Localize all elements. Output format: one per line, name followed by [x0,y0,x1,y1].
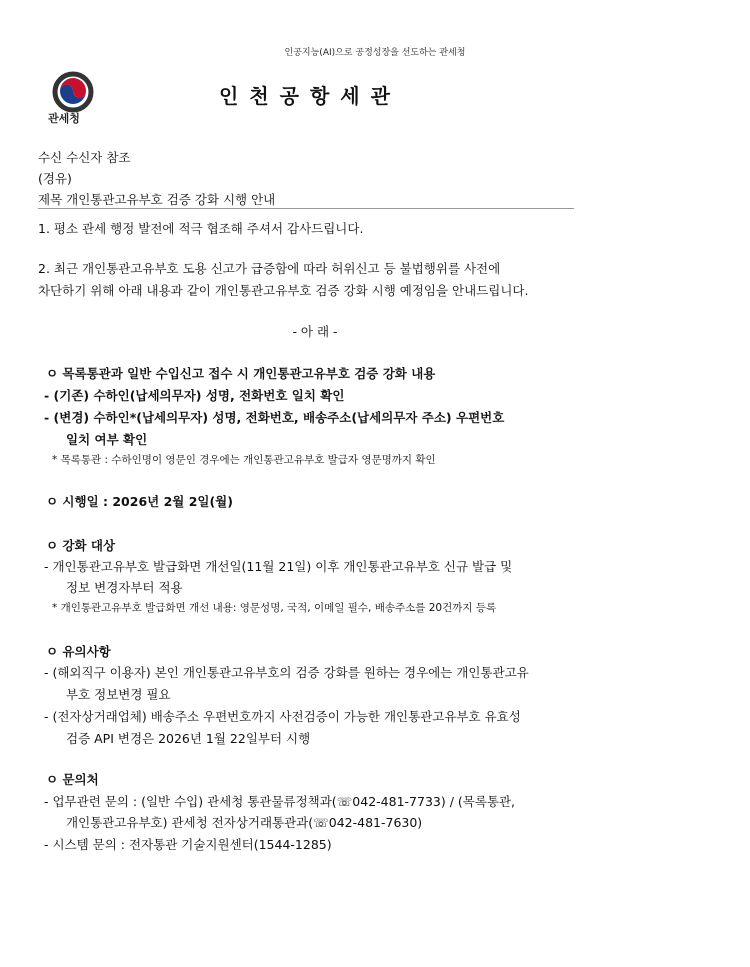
section-1-note: * 목록통관 : 수하인명이 영문인 경우에는 개인통관고유부호 발급자 영문명까지 확인 [52,454,436,466]
section-5-item-1-line-2: 개인통관고유부호) 관세청 전자상거래통관과(☏042-481-7630) [66,815,423,830]
slogan: 인공지능(AI)으로 공정성장을 선도하는 관세청 [284,48,466,58]
divider [38,208,574,209]
paragraph-1: 1. 평소 관세 행정 발전에 적극 협조해 주셔서 감사드립니다. [38,221,364,236]
logo-text: 관세청 [48,112,80,125]
section-2-title: ㅇ 시행일 : 2026년 2월 2일(월) [46,494,233,509]
section-3-item-1-line-2: 정보 변경자부터 적용 [66,580,183,595]
recipient-line: 수신 수신자 참조 [38,150,131,165]
section-4-item-2-line-2: 검증 API 변경은 2026년 1월 22일부터 시행 [66,731,311,746]
section-4-item-1-line-1: - (해외직구 이용자) 본인 개인통관고유부호의 검증 강화를 원하는 경우에는 개인통관고유 [44,665,529,680]
section-1-item-2-line-2: 일치 여부 확인 [66,432,148,447]
below-heading: - 아 래 - [292,324,338,339]
section-3-note: * 개인통관고유부호 발급화면 개선 내용: 영문성명, 국적, 이메일 필수, 배송주소를 20건까지 등록 [52,602,497,614]
section-1-item-2-line-1: - (변경) 수하인*(납세의무자) 성명, 전화번호, 배송주소(납세의무자 주소) 우편번호 [44,410,505,425]
page-title: 인천공항세관 [219,84,401,108]
section-1-title: ㅇ 목록통관과 일반 수입신고 접수 시 개인통관고유부호 검증 강화 내용 [46,366,436,381]
subject-line: 제목 개인통관고유부호 검증 강화 시행 안내 [38,192,276,207]
section-3-item-1-line-1: - 개인통관고유부호 발급화면 개선일(11월 21일) 이후 개인통관고유부호 신규 발급 및 [44,559,513,574]
via-line: (경유) [38,171,72,186]
section-5-title: ㅇ 문의처 [46,772,99,787]
section-4-item-2-line-1: - (전자상거래업체) 배송주소 우편번호까지 사전검증이 가능한 개인통관고유부호 유효성 [44,709,521,724]
section-5-item-1-line-1: - 업무관련 문의 : (일반 수입) 관세청 통관물류정책과(☏042-481-7733) / (목록통관, [44,794,516,809]
section-1-item-1: - (기존) 수하인(납세의무자) 성명, 전화번호 일치 확인 [44,388,345,403]
section-5-item-2: - 시스템 문의 : 전자통관 기술지원센터(1544-1285) [44,837,332,852]
section-3-title: ㅇ 강화 대상 [46,538,116,553]
paragraph-2-line-2: 차단하기 위해 아래 내용과 같이 개인통관고유부호 검증 강화 시행 예정임을 안내드립니다. [38,283,529,298]
paragraph-2-line-1: 2. 최근 개인통관고유부호 도용 신고가 급증함에 따라 허위신고 등 불법행위를 사전에 [38,261,501,276]
section-4-title: ㅇ 유의사항 [46,644,111,659]
section-4-item-1-line-2: 부호 정보변경 필요 [66,687,171,702]
